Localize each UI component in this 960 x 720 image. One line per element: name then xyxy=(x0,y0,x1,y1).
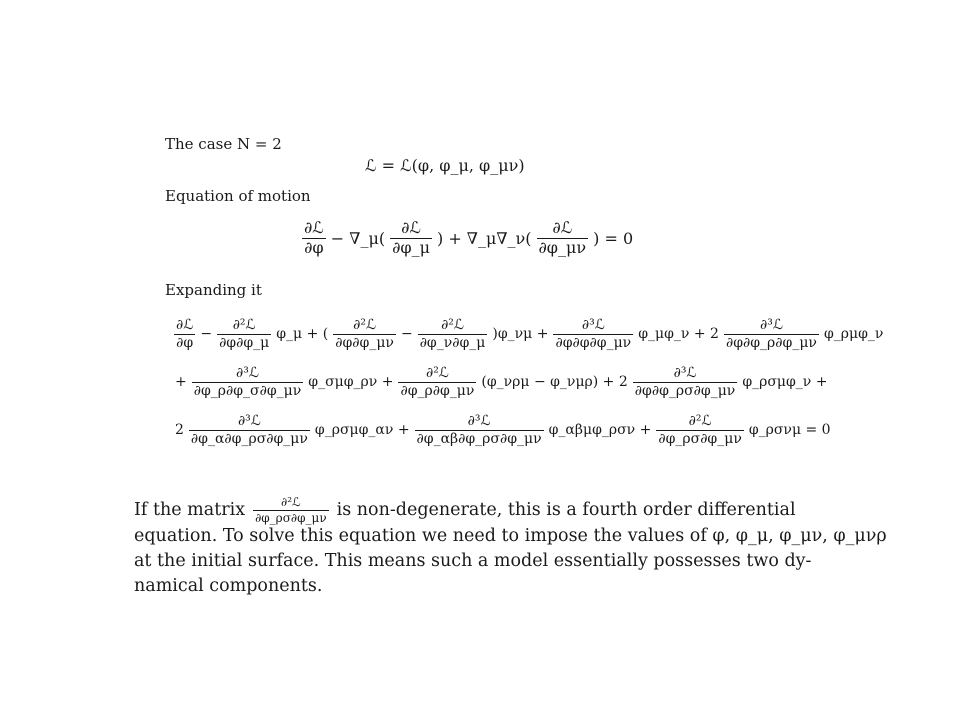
numerator: ∂²ℒ xyxy=(441,317,464,333)
paragraph-line-4: namical components. xyxy=(134,576,323,597)
denominator: ∂φ∂φ_ρσ∂φ_μν xyxy=(634,382,736,399)
numerator: ∂²ℒ xyxy=(688,413,712,429)
expanded-equation-line-1 xyxy=(172,318,886,350)
numerator: ∂ℒ xyxy=(304,218,324,237)
numerator: ∂³ℒ xyxy=(237,413,261,429)
denominator: ∂φ xyxy=(304,237,324,257)
fraction xyxy=(418,318,488,350)
paragraph-line-3: at the initial surface. This means such a model essentially possesses two dy- xyxy=(134,551,812,572)
heading-equation-of-motion: Equation of motion xyxy=(165,187,311,205)
numerator: ∂³ℒ xyxy=(236,365,259,381)
denominator: ∂φ_μ xyxy=(392,237,430,257)
term-tail: φ_ρσνμ = 0 xyxy=(748,422,831,439)
term-tail: φ_αβμφ_ρσν + xyxy=(548,422,652,439)
fraction xyxy=(189,414,310,446)
denominator: ∂φ_α∂φ_ρσ∂φ_μν xyxy=(190,430,308,447)
eom-term: ) + ∇_μ∇_ν( xyxy=(436,228,532,248)
fraction xyxy=(192,366,304,398)
denominator: ∂φ_ν∂φ_μ xyxy=(419,334,486,351)
expanded-equation-line-3 xyxy=(172,414,834,446)
operator: + xyxy=(175,374,187,391)
denominator: ∂φ_ρσ∂φ_μν xyxy=(255,510,327,525)
numerator: ∂³ℒ xyxy=(467,413,491,429)
heading-case: The case N = 2 xyxy=(165,135,282,153)
numerator: ∂²ℒ xyxy=(281,495,301,509)
numerator: ∂³ℒ xyxy=(581,317,605,333)
fraction xyxy=(174,318,195,350)
fraction xyxy=(302,220,326,257)
denominator: ∂φ_ρσ∂φ_μν xyxy=(658,430,742,447)
denominator: ∂φ xyxy=(176,334,194,351)
term-tail: φ_ρμφ_ν xyxy=(823,326,884,343)
fraction xyxy=(553,318,633,350)
term-tail: (φ_νρμ − φ_νμρ) + 2 xyxy=(481,374,628,391)
fraction xyxy=(724,318,819,350)
denominator: ∂φ_μν xyxy=(538,237,587,257)
denominator: ∂φ∂φ_μ xyxy=(219,334,270,351)
fraction xyxy=(333,318,396,350)
denominator: ∂φ_ρ∂φ_μν xyxy=(400,382,475,399)
term-tail: φ_ρσμφ_αν + xyxy=(314,422,410,439)
numerator: ∂²ℒ xyxy=(232,317,256,333)
eom-term: − ∇_μ( xyxy=(330,228,386,248)
numerator: ∂²ℒ xyxy=(353,317,377,333)
heading-expanding: Expanding it xyxy=(165,281,262,299)
numerator: ∂ℒ xyxy=(176,317,194,333)
operator: − xyxy=(200,326,213,343)
numerator: ∂²ℒ xyxy=(425,365,449,381)
term-tail: φ_σμφ_ρν + xyxy=(308,374,394,391)
paragraph-text: If the matrix xyxy=(134,499,246,520)
paragraph-line-2: equation. To solve this equation we need to impose the values of φ, φ_μ, φ_μν, φ_μνρ xyxy=(134,526,887,547)
denominator: ∂φ∂φ∂φ_μν xyxy=(555,334,632,351)
fraction xyxy=(633,366,738,398)
fraction xyxy=(537,220,589,257)
numerator: ∂ℒ xyxy=(552,218,573,237)
matrix-fraction xyxy=(253,496,329,524)
term-tail: φ_ρσμφ_ν + xyxy=(742,374,828,391)
numerator: ∂³ℒ xyxy=(673,365,697,381)
operator: − xyxy=(400,326,413,343)
term-tail: φ_μφ_ν + 2 xyxy=(638,326,719,343)
fraction xyxy=(398,366,476,398)
fraction xyxy=(217,318,271,350)
term-tail: )φ_νμ + xyxy=(492,326,549,343)
numerator: ∂ℒ xyxy=(401,218,421,237)
paragraph-text: is non-degenerate, this is a fourth order differential xyxy=(336,499,796,520)
denominator: ∂φ_αβ∂φ_ρσ∂φ_μν xyxy=(416,430,542,447)
equation-of-motion xyxy=(300,220,636,257)
denominator: ∂φ∂φ_μν xyxy=(335,334,394,351)
denominator: ∂φ∂φ_ρ∂φ_μν xyxy=(725,334,817,351)
numerator: ∂³ℒ xyxy=(759,317,783,333)
fraction xyxy=(390,220,432,257)
eom-term: ) = 0 xyxy=(593,228,634,248)
equation-lagrangian: ℒ = ℒ(φ, φ_μ, φ_μν) xyxy=(365,156,525,175)
operator: 2 xyxy=(175,422,184,439)
expanded-equation-line-2 xyxy=(172,366,831,398)
body-paragraph xyxy=(134,495,887,599)
paragraph-line-1 xyxy=(134,496,838,524)
fraction xyxy=(656,414,743,446)
term-tail: φ_μ + ( xyxy=(276,326,329,343)
fraction xyxy=(415,414,544,446)
denominator: ∂φ_ρ∂φ_σ∂φ_μν xyxy=(193,382,302,399)
